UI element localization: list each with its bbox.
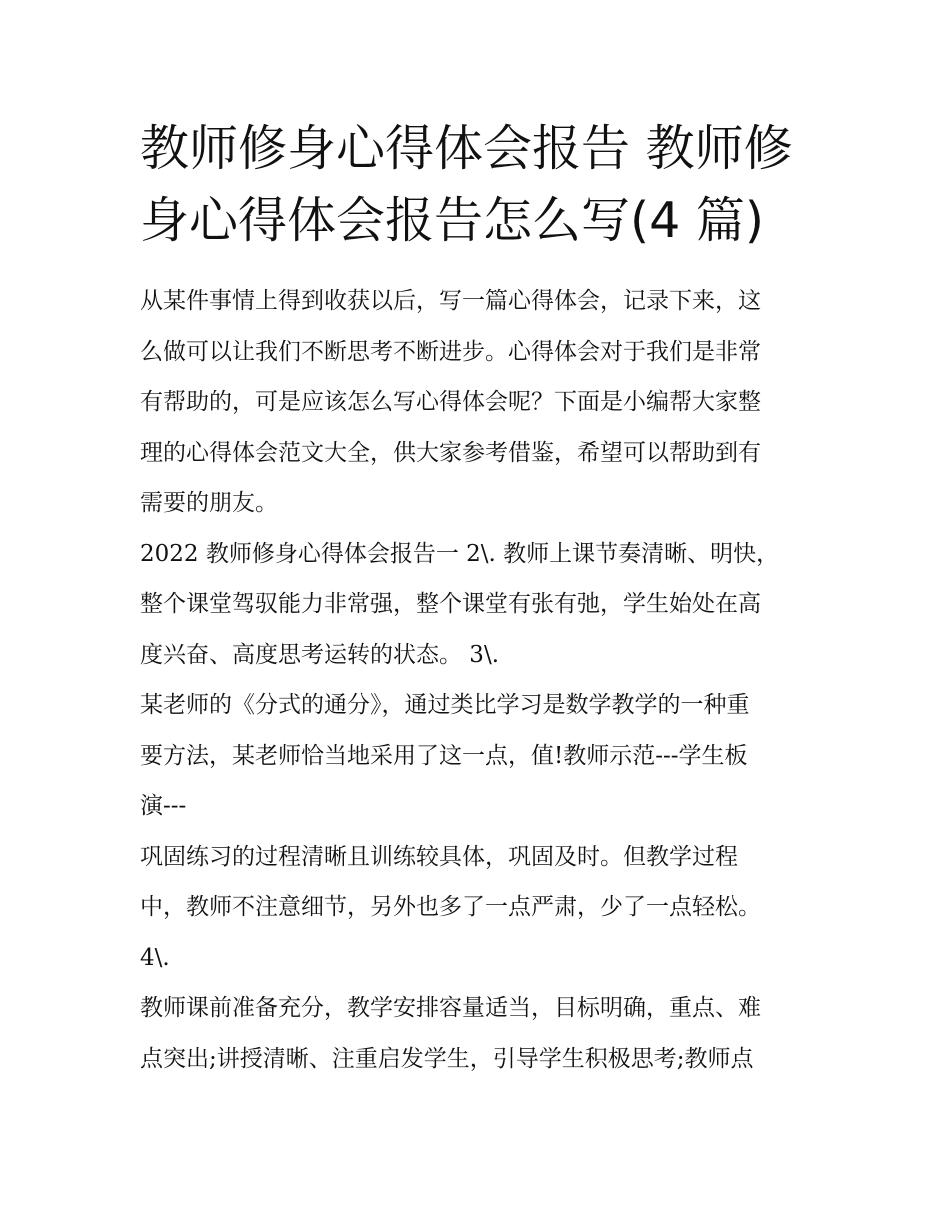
paragraph-fraction-lesson <box>140 680 815 832</box>
text-line: 巩固练习的过程清晰且训练较具体，巩固及时。但教学过程 <box>140 843 738 870</box>
paragraph-intro <box>140 276 815 529</box>
text-line: 要方法，某老师恰当地采用了这一点，值!教师示范---学生板 <box>140 742 748 769</box>
paragraph-report-1 <box>140 529 815 681</box>
text-line: 某老师的《分式的通分》，通过类比学习是数学教学的一种重 <box>140 692 750 718</box>
text-line: 么做可以让我们不断思考不断进步。心得体会对于我们是非常 <box>140 338 761 365</box>
text-line: 4\. <box>140 944 170 971</box>
document-body <box>140 276 815 1084</box>
text-line: 需要的朋友。 <box>140 490 278 516</box>
text-line: 演--- <box>140 793 187 819</box>
text-line: 中，教师不注意细节，另外也多了一点严肃，少了一点轻松。 <box>140 894 761 920</box>
text-line: 点突出;讲授清晰、注重启发学生，引导学生积极思考;教师点 <box>140 1045 754 1072</box>
text-line: 理的心得体会范文大全，供大家参考借鉴，希望可以帮助到有 <box>140 439 761 466</box>
paragraph-practice <box>140 832 815 984</box>
title-line-1: 教师修身心得体会报告 教师修 <box>140 120 793 177</box>
text-line: 2022 教师修身心得体会报告一 2\. 教师上课节奏清晰、明快， <box>140 540 780 567</box>
text-line: 有帮助的，可是应该怎么写心得体会呢？下面是小编帮大家整 <box>140 389 761 415</box>
text-line: 教师课前准备充分，教学安排容量适当，目标明确，重点、难 <box>140 995 761 1021</box>
paragraph-preparation <box>140 983 815 1084</box>
title-line-2: 身心得体会报告怎么写(4 篇) <box>140 192 764 249</box>
text-line: 度兴奋、高度思考运转的状态。 3\. <box>140 641 500 668</box>
document-title <box>140 113 820 257</box>
text-line: 整个课堂驾驭能力非常强，整个课堂有张有弛，学生始处在高 <box>140 591 761 617</box>
text-line: 从某件事情上得到收获以后，写一篇心得体会，记录下来，这 <box>140 288 761 314</box>
